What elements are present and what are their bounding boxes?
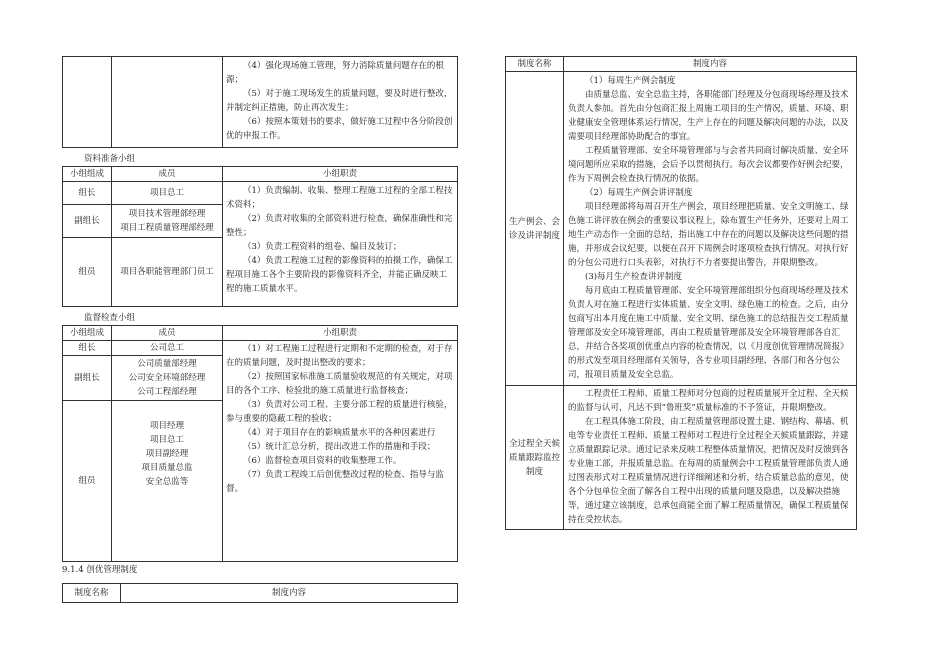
subheading: （1）每周生产例会制度	[585, 76, 676, 86]
column-header: 成员	[112, 326, 223, 341]
paragraph: 工程质量管理部、安全环境管理部与与会者共同商讨解决质量、安全环境问题所应采取的措施，会后予以贯彻执行。每次会议都要作好例会纪要，作为下周例会检查执行情况的依据。	[568, 146, 849, 184]
duty-text: （4）对于项目存在的影响质量水平的各种因素进行	[243, 428, 436, 438]
continued-table	[62, 56, 458, 148]
system-content-cell	[564, 72, 857, 386]
duty-cell	[223, 341, 458, 562]
member-name: 安全总监等	[145, 477, 189, 487]
member-cell: 公司总工	[112, 341, 223, 356]
duty-text: （1）负责编制、收集、整理工程施工过程的全部工程技术资料；	[226, 186, 453, 210]
system-name-cell: 全过程全天候质量跟踪监控制度	[506, 386, 564, 530]
member-name: 项目工程质量管理部经理	[120, 223, 214, 233]
column-header: 小组组成	[63, 167, 112, 182]
subheading: (3)每月生产检查讲评制度	[585, 272, 683, 282]
column-header: 成员	[112, 167, 223, 182]
table-row	[506, 72, 857, 386]
system-content-cell	[564, 386, 857, 530]
empty-cell	[63, 57, 112, 148]
table-row	[63, 182, 458, 205]
member-name: 公司工程部经理	[137, 387, 197, 397]
table-row	[63, 57, 458, 148]
member-name: 项目质量总监	[141, 463, 193, 473]
role-cell: 组员	[63, 401, 112, 562]
duty-text: （4）负责工程施工过程的影像资料的拍摄工作，确保工程项目施工各个主要阶段的影像资料齐全，并能正确反映工程的施工质量水平。	[226, 256, 453, 294]
member-cell: 项目总工	[112, 182, 223, 205]
group-title: 资料准备小组	[84, 154, 136, 164]
member-name: 项目总工	[149, 435, 184, 445]
member-cell: 项目各职能管理部门员工	[112, 238, 223, 307]
system-name-cell: 生产例会、会诊及讲评制度	[506, 72, 564, 386]
system-table	[505, 56, 857, 530]
materials-group-table	[62, 166, 458, 307]
duty-text: （5）对于施工现场发生的质量问题，要及时进行整改，并制定纠正措施，防止再次发生；	[226, 89, 453, 113]
paragraph: 在工程具体施工阶段，由工程质量管理部设置土建、钢结构、幕墙、机电等专业责任工程师、质量工程师对工程进行全过程全天候质量跟踪，并建立质量跟踪记录。通过记录来反映工程整体质量情况，把情况及时反馈到各专业施工部，并报质量总监。在每周的质量例会中工程质量管理部负责人通过图表形式对工程质量情况进行详细阐述和分析，结合质量总监的意见，使各个分包单位全面了解各自工程中出现的质量问题及隐患，以及解决措施等，通过建立该制度，总承包商能全面了解工程质量情况，确保工程质量保持在受控状态。	[568, 417, 849, 525]
duty-text: （2）负责对收集的全部资料进行检查，确保准确性和完整性；	[226, 214, 453, 238]
paragraph: 由质量总监、安全总监主持，各职能部门经理及分包商现场经理及技术负责人参加。首先由分包商汇报上周施工项目的生产情况，质量、环境、职业健康安全管理体系运行情况，生产上存在的问题及解决问题的办法，以及需要项目经理部协助配合的事宜。	[568, 90, 849, 142]
duty-cell	[223, 57, 458, 148]
column-header: 制度内容	[121, 584, 458, 603]
table-row	[506, 386, 857, 530]
role-cell: 副组长	[63, 356, 112, 401]
right-column	[505, 56, 857, 530]
duty-text: （4）强化现场施工管理，努力消除质量问题存在的根源；	[226, 61, 444, 85]
duty-text: （3）负责工程资料的组卷、编目及装订；	[243, 242, 402, 252]
duty-text: （2）按照国家标准施工质量验收规范的有关规定，对项目的各个工序、检验批的施工质量进行监督核查；	[226, 372, 453, 396]
column-header: 小组职责	[223, 326, 458, 341]
member-cell	[112, 401, 223, 562]
paragraph: 每月底由工程质量管理部、安全环境管理部组织分包商现场经理及技术负责人对在施工程进行实体质量、安全文明、绿色施工的检查。之后，由分包商写出本月度在施工中质量、安全文明、绿色施工的总结报告交工程质量管理部及安全环境管理部，再由工程质量管理部及安全环境管理部各自汇总，并结合各奖项创优重点内容的检查情况，以《月度创优管理情况简报》的形式发至项目经理部有关领导，各专业项目副经理、各部门和各分包公司，报项目质量及安全总监。	[568, 286, 849, 380]
empty-cell	[112, 57, 223, 148]
paragraph: 项目经理部将每周召开生产例会，项目经理把质量、安全文明施工、绿色施工讲评放在例会的重要议事议程上，除布置生产任务外，还要对上周工地生产动态作一全面的总结，指出施工中存在的问题以及解决这些问题的措施，并形成会议纪要，以便在召开下周例会时逐项检查执行情况。对执行好的分包公司进行口头表彰，对执行不力者要提出警告，并限期整改。	[568, 202, 849, 268]
group-title: 监督检查小组	[84, 313, 136, 323]
role-cell: 组长	[63, 341, 112, 356]
duty-text: （6）监督检查项目资料的收集整理工作。	[243, 456, 402, 466]
table-row	[63, 341, 458, 356]
duty-text: （6）按照本策划书的要求，做好施工过程中各分阶段创优的申报工作。	[226, 117, 453, 141]
column-header: 制度内容	[564, 57, 857, 72]
column-header: 制度名称	[63, 584, 121, 603]
member-name: 公司质量部经理	[137, 359, 197, 369]
duty-text: （5）统计汇总分析，提出改进工作的措施和手段；	[243, 442, 436, 452]
member-name: 项目副经理	[145, 449, 189, 459]
member-name: 公司安全环境部经理	[128, 373, 206, 383]
role-cell: 组员	[63, 238, 112, 307]
member-name: 项目经理	[149, 421, 184, 431]
section-title: 9.1.4 创优管理制度	[62, 565, 138, 575]
role-cell: 组长	[63, 182, 112, 205]
system-table-header	[62, 583, 458, 603]
column-header: 制度名称	[506, 57, 564, 72]
duty-cell	[223, 182, 458, 307]
member-cell	[112, 356, 223, 401]
table-header-row	[506, 57, 857, 72]
duty-text: （1）对工程施工过程进行定期和不定期的检查，对于存在的质量问题，及时提出整改的要求；	[226, 344, 453, 368]
member-cell	[112, 205, 223, 238]
duty-text: （3）负责对公司工程、主要分部工程的质量进行核验，参与重要的隐蔽工程的验收；	[226, 400, 453, 424]
left-column	[62, 56, 458, 603]
subheading: （2）每周生产例会讲评制度	[585, 188, 693, 198]
table-header-row	[63, 584, 458, 603]
supervision-group-table	[62, 325, 458, 562]
column-header: 小组职责	[223, 167, 458, 182]
table-header-row	[63, 326, 458, 341]
paragraph: 工程责任工程师、质量工程师对分包商的过程质量展开全过程、全天候的监督与认可，凡达不到“鲁班奖”质量标准的不予签证，并限期整改。	[568, 389, 849, 413]
member-name: 项目技术管理部经理	[128, 209, 206, 219]
column-header: 小组组成	[63, 326, 112, 341]
table-header-row	[63, 167, 458, 182]
role-cell: 副组长	[63, 205, 112, 238]
duty-text: （7）负责工程竣工后创优整改过程的检查、指导与监督。	[226, 470, 444, 494]
